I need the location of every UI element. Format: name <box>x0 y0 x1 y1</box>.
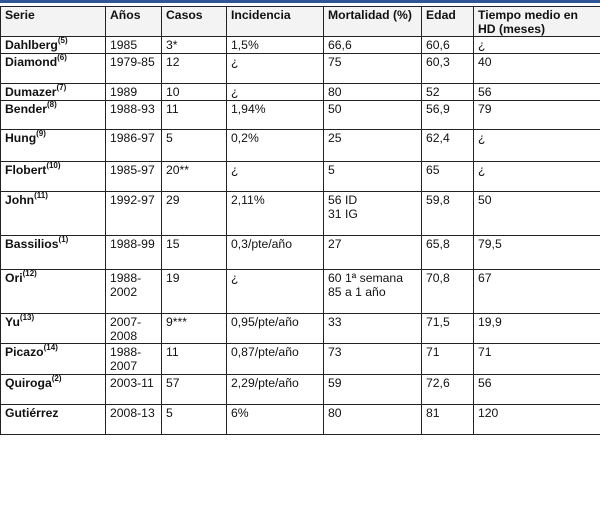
cell-edad: 52 <box>422 84 474 101</box>
cell-incidencia: ¿ <box>227 84 324 101</box>
cell-casos: 15 <box>162 236 227 270</box>
cell-tiempo: 120 <box>474 405 600 435</box>
table-row <box>1 314 600 344</box>
cell-casos: 11 <box>162 344 227 375</box>
cell-edad: 65 <box>422 162 474 192</box>
mortalidad-line: 33 <box>328 315 342 329</box>
cell-tiempo: 56 <box>474 84 600 101</box>
cell-edad: 56,9 <box>422 101 474 130</box>
reference-superscript: (10) <box>46 160 61 170</box>
serie-name: Picazo <box>5 345 44 359</box>
cell-anos: 2007-2008 <box>106 314 162 344</box>
mortalidad-line: 75 <box>328 55 342 69</box>
cell-mortalidad <box>324 54 422 84</box>
table-row <box>1 375 600 405</box>
cell-anos: 1992-97 <box>106 192 162 236</box>
cell-serie <box>1 54 106 84</box>
cell-edad: 71 <box>422 344 474 375</box>
reference-superscript: (7) <box>56 82 67 92</box>
cell-anos: 2003-11 <box>106 375 162 405</box>
table-row <box>1 236 600 270</box>
top-rule <box>0 0 600 3</box>
cell-tiempo: 40 <box>474 54 600 84</box>
reference-superscript: (6) <box>57 52 67 62</box>
mortalidad-line: 85 a 1 año <box>328 285 386 299</box>
cell-casos: 57 <box>162 375 227 405</box>
mortalidad-line: 50 <box>328 102 342 116</box>
cell-incidencia: ¿ <box>227 54 324 84</box>
table-body <box>1 37 600 435</box>
cell-incidencia: 0,95/pte/año <box>227 314 324 344</box>
table-row <box>1 84 600 101</box>
reference-superscript: (8) <box>47 99 57 109</box>
cell-mortalidad <box>324 236 422 270</box>
mortalidad-line: 25 <box>328 131 342 145</box>
cell-edad: 65,8 <box>422 236 474 270</box>
cell-incidencia: ¿ <box>227 162 324 192</box>
cell-edad: 71,5 <box>422 314 474 344</box>
mortalidad-line: 60 1ª semana <box>328 271 403 285</box>
cell-edad: 81 <box>422 405 474 435</box>
cell-tiempo: ¿ <box>474 130 600 162</box>
mortalidad-line: 73 <box>328 345 342 359</box>
cell-mortalidad <box>324 344 422 375</box>
reference-superscript: (12) <box>22 268 37 278</box>
cell-tiempo: 19,9 <box>474 314 600 344</box>
reference-superscript: (11) <box>34 190 48 200</box>
cell-serie <box>1 405 106 435</box>
reference-superscript: (13) <box>19 312 35 322</box>
cell-serie <box>1 192 106 236</box>
cell-mortalidad <box>324 37 422 54</box>
serie-name: Gutiérrez <box>5 406 59 420</box>
reference-superscript: (5) <box>57 35 68 45</box>
serie-name: Yu <box>5 315 20 329</box>
header-casos: Casos <box>162 7 227 37</box>
cell-edad: 72,6 <box>422 375 474 405</box>
mortalidad-line: 80 <box>328 406 342 420</box>
cell-casos: 11 <box>162 101 227 130</box>
cell-mortalidad <box>324 314 422 344</box>
cell-anos: 2008-13 <box>106 405 162 435</box>
reference-superscript: (14) <box>43 342 58 352</box>
serie-name: Dumazer <box>5 85 57 99</box>
reference-superscript: (1) <box>58 234 69 244</box>
mortalidad-line: 5 <box>328 163 335 177</box>
cell-incidencia: 1,5% <box>227 37 324 54</box>
cell-incidencia: 0,3/pte/año <box>227 236 324 270</box>
cell-anos: 1985 <box>106 37 162 54</box>
table-container <box>0 6 600 435</box>
cell-mortalidad <box>324 375 422 405</box>
cell-incidencia: 0,2% <box>227 130 324 162</box>
cell-incidencia: 6% <box>227 405 324 435</box>
serie-name: Hung <box>5 131 37 145</box>
reference-superscript: (2) <box>51 373 62 383</box>
cell-serie <box>1 236 106 270</box>
serie-name: Diamond <box>5 55 58 69</box>
cell-tiempo: 56 <box>474 375 600 405</box>
cell-casos: 20** <box>162 162 227 192</box>
header-edad: Edad <box>422 7 474 37</box>
cell-serie <box>1 314 106 344</box>
cell-incidencia: 2,11% <box>227 192 324 236</box>
cell-mortalidad <box>324 270 422 314</box>
cell-mortalidad <box>324 101 422 130</box>
cell-edad: 59,8 <box>422 192 474 236</box>
cell-incidencia: 2,29/pte/año <box>227 375 324 405</box>
serie-name: Bender <box>5 102 47 116</box>
mortalidad-line: 59 <box>328 376 342 390</box>
cell-mortalidad <box>324 192 422 236</box>
cell-serie <box>1 375 106 405</box>
cell-casos: 12 <box>162 54 227 84</box>
mortalidad-line: 27 <box>328 237 342 251</box>
cell-tiempo: 50 <box>474 192 600 236</box>
cell-tiempo: ¿ <box>474 162 600 192</box>
cell-edad: 60,3 <box>422 54 474 84</box>
cell-mortalidad <box>324 405 422 435</box>
serie-name: Flobert <box>5 163 47 177</box>
cell-tiempo: 79 <box>474 101 600 130</box>
cell-serie <box>1 37 106 54</box>
table-row <box>1 37 600 54</box>
serie-name: Dahlberg <box>5 38 58 52</box>
table-row <box>1 192 600 236</box>
cell-anos: 1988-2007 <box>106 344 162 375</box>
cell-casos: 19 <box>162 270 227 314</box>
cell-anos: 1988-2002 <box>106 270 162 314</box>
cell-incidencia: 1,94% <box>227 101 324 130</box>
table-row <box>1 54 600 84</box>
mortalidad-line: 56 ID <box>328 193 358 207</box>
cell-mortalidad <box>324 84 422 101</box>
cell-anos: 1986-97 <box>106 130 162 162</box>
mortalidad-line: 80 <box>328 85 342 99</box>
series-table <box>0 6 600 435</box>
header-row <box>1 7 600 37</box>
serie-name: Bassilios <box>5 237 59 251</box>
cell-casos: 5 <box>162 405 227 435</box>
table-row <box>1 344 600 375</box>
mortalidad-line: 31 IG <box>328 207 358 221</box>
cell-tiempo: 71 <box>474 344 600 375</box>
cell-serie <box>1 130 106 162</box>
cell-edad: 60,6 <box>422 37 474 54</box>
cell-casos: 10 <box>162 84 227 101</box>
cell-anos: 1988-93 <box>106 101 162 130</box>
table-row <box>1 405 600 435</box>
table-row <box>1 101 600 130</box>
cell-mortalidad <box>324 162 422 192</box>
cell-anos: 1985-97 <box>106 162 162 192</box>
cell-mortalidad <box>324 130 422 162</box>
cell-anos: 1988-99 <box>106 236 162 270</box>
cell-edad: 70,8 <box>422 270 474 314</box>
cell-incidencia: ¿ <box>227 270 324 314</box>
table-row <box>1 130 600 162</box>
cell-serie <box>1 270 106 314</box>
cell-incidencia: 0,87/pte/año <box>227 344 324 375</box>
cell-serie <box>1 84 106 101</box>
cell-casos: 3* <box>162 37 227 54</box>
header-tiempo: Tiempo medio en HD (meses) <box>474 7 600 37</box>
cell-edad: 62,4 <box>422 130 474 162</box>
serie-name: Ori <box>5 271 23 285</box>
header-incidencia: Incidencia <box>227 7 324 37</box>
cell-tiempo: 79,5 <box>474 236 600 270</box>
cell-tiempo: 67 <box>474 270 600 314</box>
cell-casos: 9*** <box>162 314 227 344</box>
serie-name: Quiroga <box>5 376 52 390</box>
reference-superscript: (9) <box>36 128 46 138</box>
cell-anos: 1979-85 <box>106 54 162 84</box>
cell-casos: 5 <box>162 130 227 162</box>
cell-serie <box>1 344 106 375</box>
table-row <box>1 162 600 192</box>
cell-serie <box>1 101 106 130</box>
serie-name: John <box>5 193 35 207</box>
cell-casos: 29 <box>162 192 227 236</box>
header-anos: Años <box>106 7 162 37</box>
header-mortalidad: Mortalidad (%) <box>324 7 422 37</box>
table-row <box>1 270 600 314</box>
mortalidad-line: 66,6 <box>328 38 352 52</box>
cell-serie <box>1 162 106 192</box>
cell-tiempo: ¿ <box>474 37 600 54</box>
header-serie: Serie <box>1 7 106 37</box>
cell-anos: 1989 <box>106 84 162 101</box>
